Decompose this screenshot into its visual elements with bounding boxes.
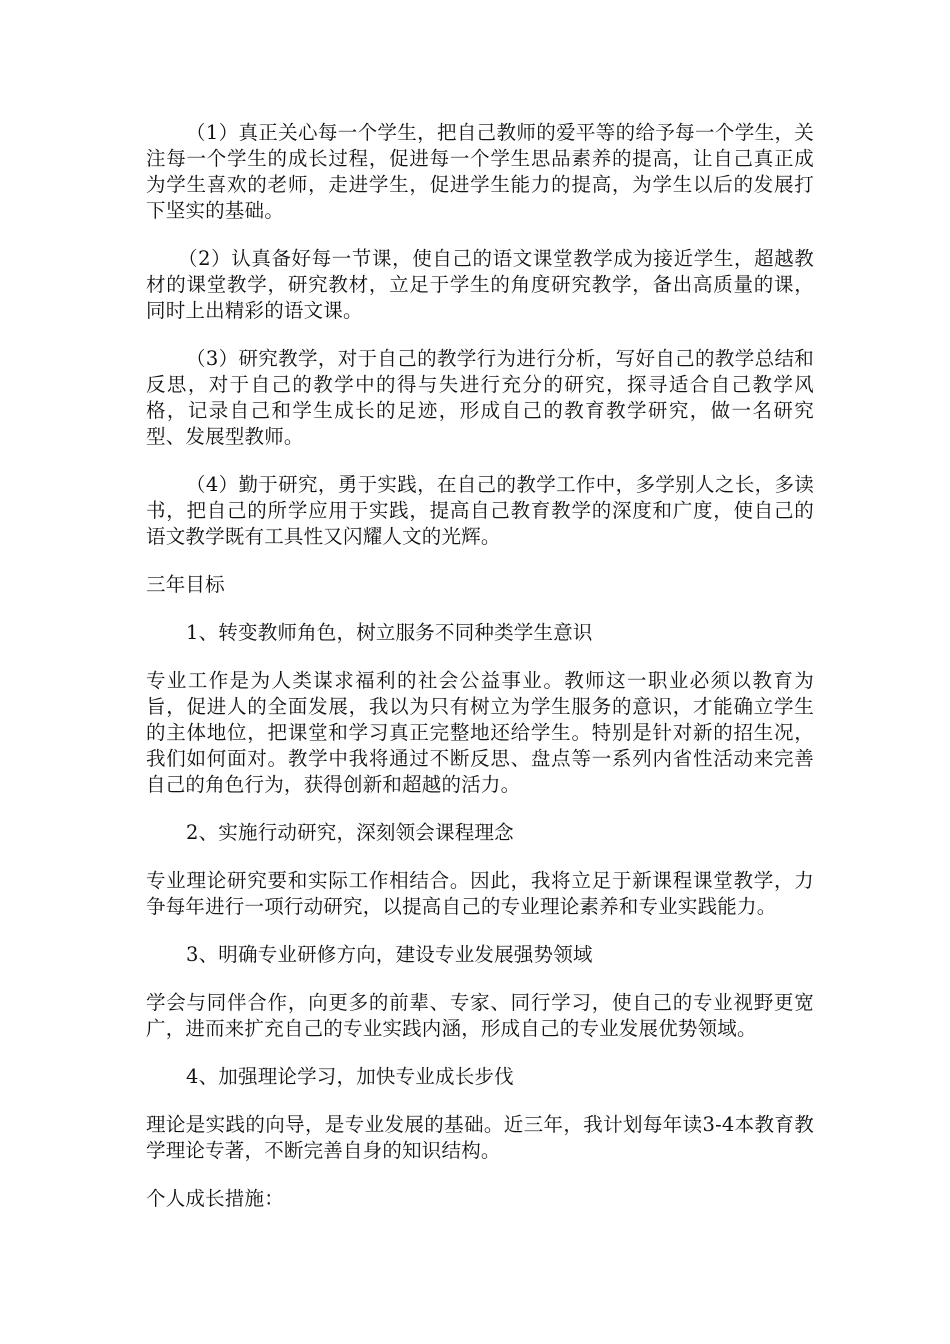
target-body-1: 专业工作是为人类谋求福利的社会公益事业。教师这一职业必须以教育为旨，促进人的全面发展，我以为只有树立为学生服务的意识，才能确立学生的主体地位，把课堂和学习真正完整地还给学生。特别是针对新的招生况，我们如何面对。教学中我将通过不断反思、盘点等一系列内省性活动来完善自己的角色行为，获得创新和超越的活力。 — [146, 669, 814, 796]
goal-paragraph-2: （2）认真备好每一节课，使自己的语文课堂教学成为接近学生，超越教材的课堂教学，研究教材，立足于学生的角度研究教学，备出高质量的课，同时上出精彩的语文课。 — [146, 247, 814, 322]
goal-paragraph-4: （4）勤于研究，勇于实践，在自己的教学工作中，多学别人之长，多读书，把自己的所学应用于实践，提高自己教育教学的深度和广度，使自己的语文教学既有工具性又闪耀人文的光辉。 — [146, 473, 814, 548]
target-body-2: 专业理论研究要和实际工作相结合。因此，我将立足于新课程课堂教学，力争每年进行一项行动研究，以提高自己的专业理论素养和专业实践能力。 — [146, 869, 814, 918]
goal-paragraph-1: （1）真正关心每一个学生，把自己教师的爱平等的给予每一个学生，关注每一个学生的成长过程，促进每一个学生思品素养的提高，让自己真正成为学生喜欢的老师，走进学生，促进学生能力的提高，为学生以后的发展打下坚实的基础。 — [146, 121, 814, 222]
target-heading-2: 2、实施行动研究，深刻领会课程理念 — [186, 821, 514, 844]
target-heading-4: 4、加强理论学习，加快专业成长步伐 — [186, 1065, 514, 1088]
target-heading-3: 3、明确专业研修方向，建设专业发展强势领域 — [186, 943, 593, 966]
target-heading-1: 1、转变教师角色，树立服务不同种类学生意识 — [186, 621, 593, 644]
three-year-heading: 三年目标 — [146, 573, 225, 596]
measures-heading: 个人成长措施： — [146, 1187, 284, 1210]
goal-paragraph-3: （3）研究教学，对于自己的教学行为进行分析，写好自己的教学总结和反思，对于自己的教学中的得与失进行充分的研究，探寻适合自己教学风格，记录自己和学生成长的足迹，形成自己的教育教学研究，做一名研究型、发展型教师。 — [146, 347, 814, 448]
target-body-4: 理论是实践的向导，是专业发展的基础。近三年，我计划每年读3-4本教育教学理论专著，不断完善自身的知识结构。 — [146, 1113, 814, 1162]
document-page — [146, 120, 814, 1212]
target-body-3: 学会与同伴合作，向更多的前辈、专家、同行学习，使自己的专业视野更宽广，进而来扩充自己的专业实践内涵，形成自己的专业发展优势领域。 — [146, 991, 814, 1040]
